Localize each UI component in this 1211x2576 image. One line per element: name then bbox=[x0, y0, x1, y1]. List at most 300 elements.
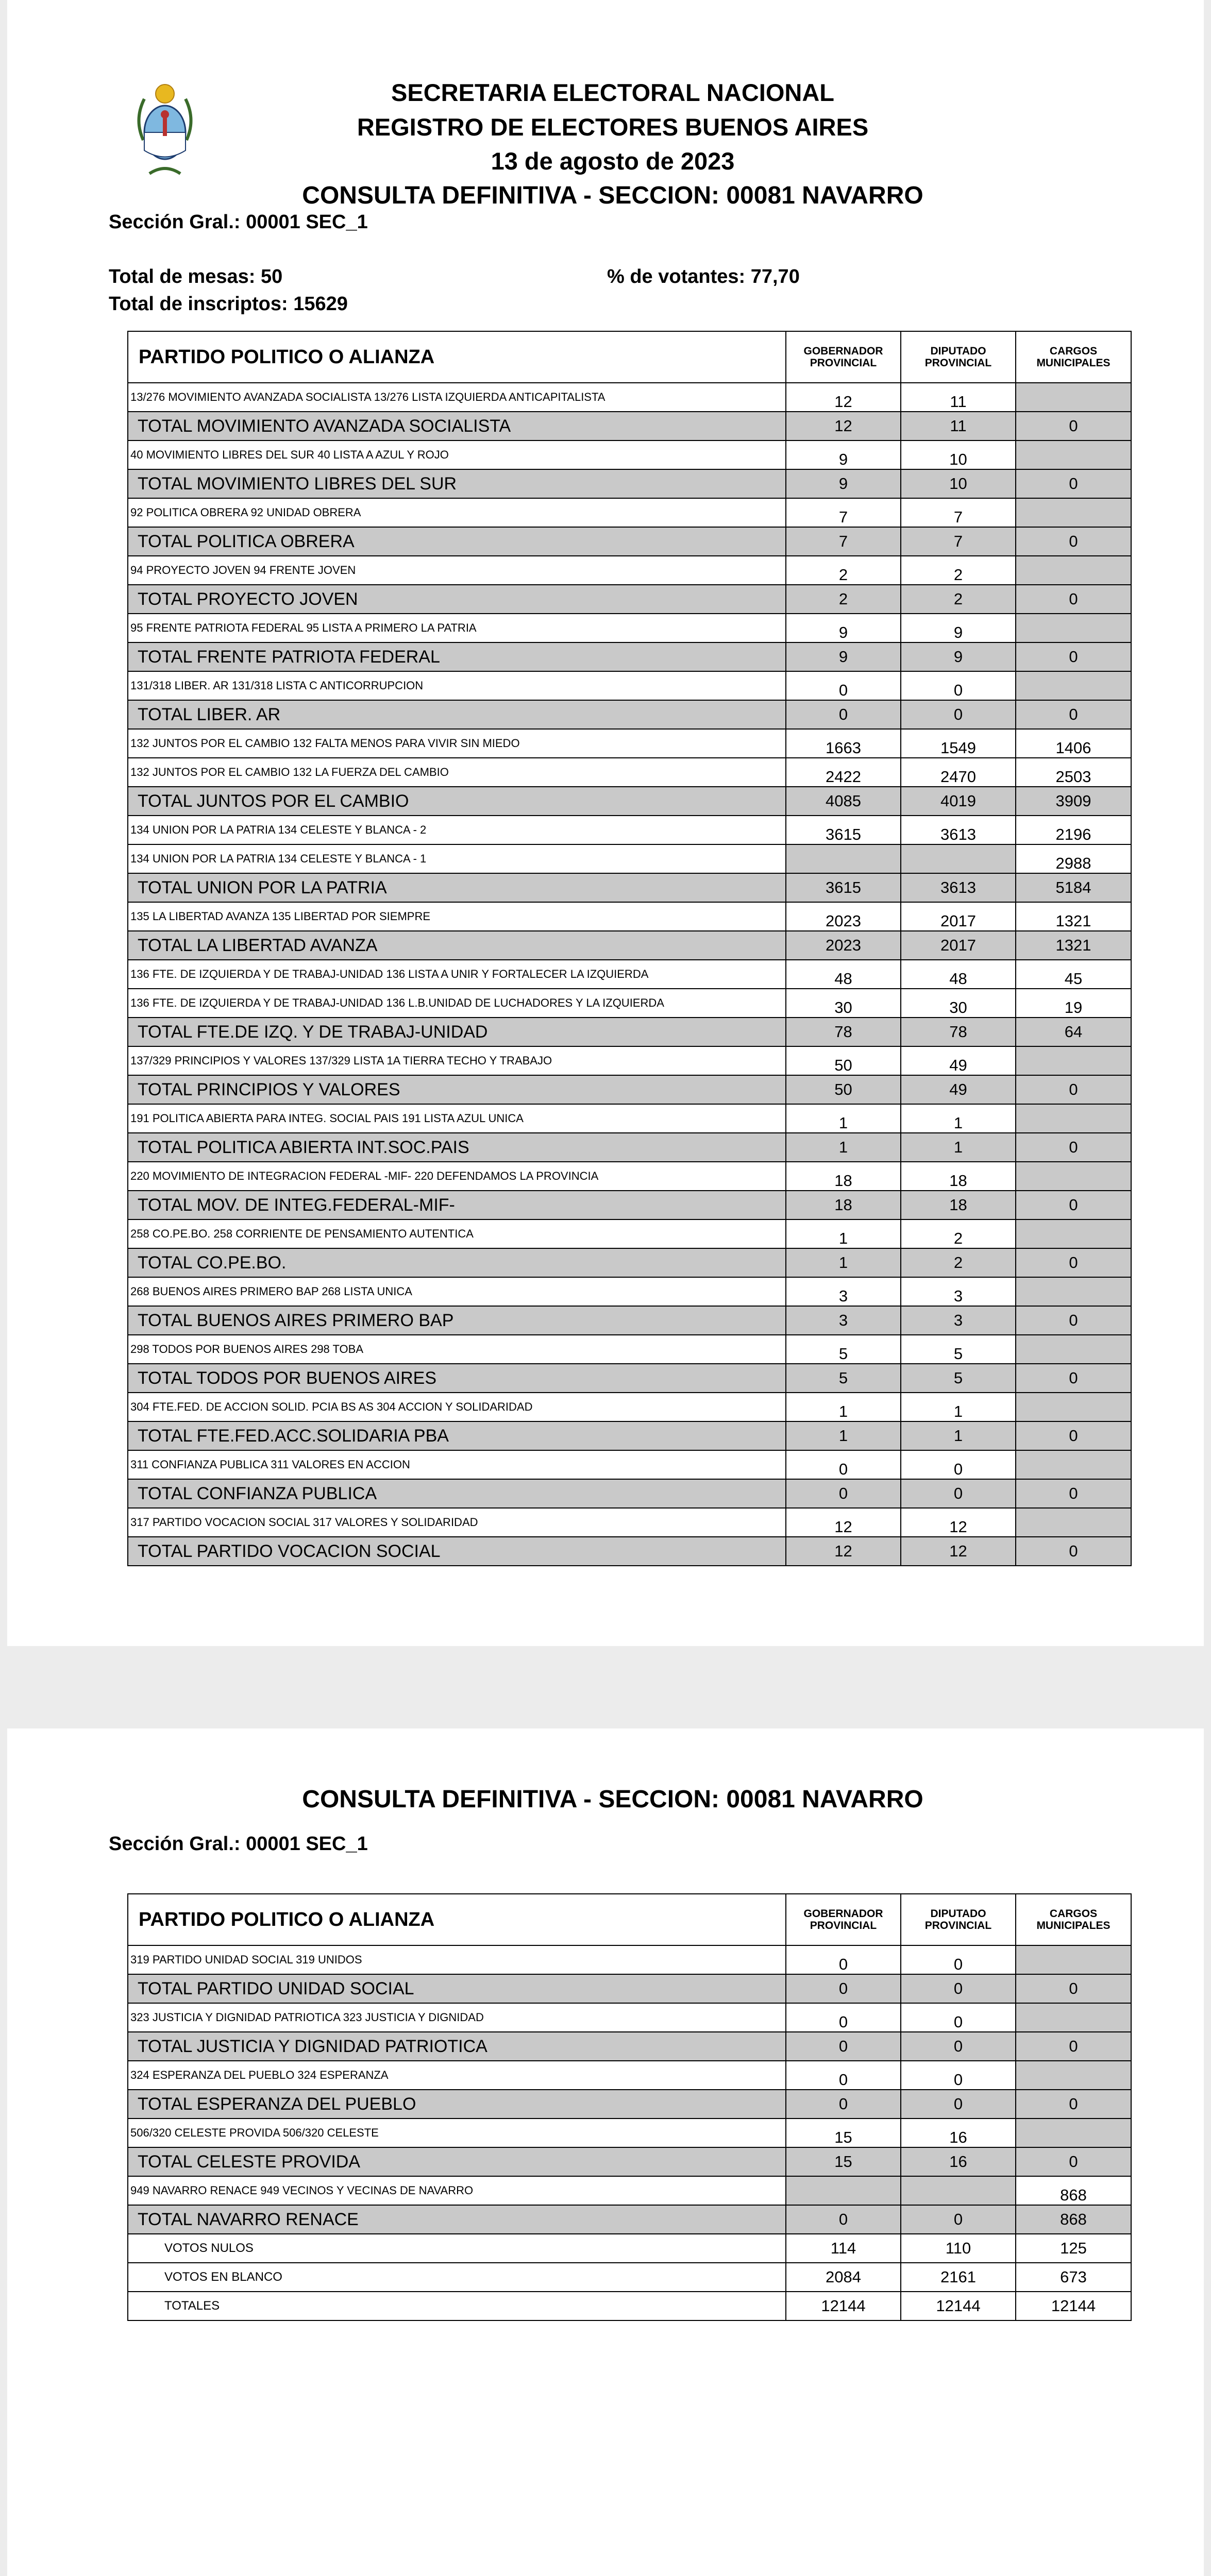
gobernador-value: 3615 bbox=[786, 873, 901, 902]
header-title: SECRETARIA ELECTORAL NACIONAL bbox=[391, 79, 834, 106]
gobernador-value: 114 bbox=[786, 2234, 901, 2263]
diputado-value: 0 bbox=[901, 1974, 1016, 2003]
cargos-value bbox=[1016, 556, 1131, 585]
cargos-value: 0 bbox=[1016, 585, 1131, 614]
cargos-value: 19 bbox=[1016, 989, 1131, 1018]
gobernador-value: 3 bbox=[786, 1277, 901, 1306]
gobernador-column-header bbox=[786, 331, 901, 383]
party-name-cell: TOTAL POLITICA ABIERTA INT.SOC.PAIS bbox=[128, 1133, 786, 1162]
list-row bbox=[128, 556, 1131, 585]
list-row bbox=[128, 1393, 1131, 1421]
cargos-value: 0 bbox=[1016, 1479, 1131, 1508]
list-row bbox=[128, 2176, 1131, 2205]
cargos-value bbox=[1016, 1277, 1131, 1306]
party-total-row bbox=[128, 1248, 1131, 1277]
party-name-cell: TOTAL CO.PE.BO. bbox=[128, 1248, 786, 1277]
party-name-cell: TOTAL FTE.FED.ACC.SOLIDARIA PBA bbox=[128, 1421, 786, 1450]
gobernador-value: 12 bbox=[786, 412, 901, 440]
list-row bbox=[128, 1335, 1131, 1364]
party-name-cell: TOTAL FTE.DE IZQ. Y DE TRABAJ-UNIDAD bbox=[128, 1018, 786, 1046]
party-name-cell: 317 PARTIDO VOCACION SOCIAL 317 VALORES Y SOLIDARIDAD bbox=[128, 1508, 786, 1537]
diputado-value: 1 bbox=[901, 1421, 1016, 1450]
party-name-cell: TOTAL BUENOS AIRES PRIMERO BAP bbox=[128, 1306, 786, 1335]
party-name-cell: TOTAL NAVARRO RENACE bbox=[128, 2205, 786, 2234]
diputado-value: 2017 bbox=[901, 902, 1016, 931]
gobernador-header-line2: PROVINCIAL bbox=[810, 1920, 877, 1931]
cargos-value: 868 bbox=[1016, 2176, 1131, 2205]
party-name-cell: 319 PARTIDO UNIDAD SOCIAL 319 UNIDOS bbox=[128, 1945, 786, 1974]
gobernador-value: 5 bbox=[786, 1335, 901, 1364]
list-row bbox=[128, 671, 1131, 700]
gobernador-value: 0 bbox=[786, 1450, 901, 1479]
party-name-cell: TOTAL ESPERANZA DEL PUEBLO bbox=[128, 2090, 786, 2119]
gobernador-value: 2023 bbox=[786, 902, 901, 931]
gobernador-value: 1 bbox=[786, 1393, 901, 1421]
gobernador-value: 0 bbox=[786, 1974, 901, 2003]
gobernador-value: 1663 bbox=[786, 729, 901, 758]
gobernador-value: 12 bbox=[786, 383, 901, 412]
party-total-row bbox=[128, 1537, 1131, 1566]
gobernador-value: 9 bbox=[786, 469, 901, 498]
party-total-row bbox=[128, 1364, 1131, 1393]
gobernador-value: 9 bbox=[786, 614, 901, 642]
list-row bbox=[128, 758, 1131, 787]
list-row bbox=[128, 1277, 1131, 1306]
gobernador-value: 2422 bbox=[786, 758, 901, 787]
list-row bbox=[128, 440, 1131, 469]
party-name-cell: 268 BUENOS AIRES PRIMERO BAP 268 LISTA UNICA bbox=[128, 1277, 786, 1306]
cargos-value bbox=[1016, 614, 1131, 642]
party-total-row bbox=[128, 2032, 1131, 2061]
gobernador-header-line1: GOBERNADOR bbox=[803, 345, 883, 357]
cargos-value bbox=[1016, 2061, 1131, 2090]
seccion-gral-page2: Sección Gral.: 00001 SEC_1 bbox=[109, 1833, 368, 1855]
party-total-row bbox=[128, 469, 1131, 498]
diputado-value: 48 bbox=[901, 960, 1016, 989]
page-1 bbox=[7, 0, 1204, 1646]
gobernador-value: 7 bbox=[786, 498, 901, 527]
party-name-cell: TOTAL PRINCIPIOS Y VALORES bbox=[128, 1075, 786, 1104]
cargos-value bbox=[1016, 1046, 1131, 1075]
gobernador-value: 0 bbox=[786, 2090, 901, 2119]
diputado-value: 3 bbox=[901, 1277, 1016, 1306]
gobernador-value: 50 bbox=[786, 1046, 901, 1075]
list-row bbox=[128, 1945, 1131, 1974]
cargos-value: 0 bbox=[1016, 1364, 1131, 1393]
cargos-value bbox=[1016, 2119, 1131, 2147]
party-total-row bbox=[128, 1018, 1131, 1046]
gobernador-value: 15 bbox=[786, 2147, 901, 2176]
cargos-value: 0 bbox=[1016, 2032, 1131, 2061]
table-header-row bbox=[128, 1894, 1131, 1945]
cargos-column-header bbox=[1016, 331, 1131, 383]
party-total-row bbox=[128, 1191, 1131, 1219]
gobernador-value bbox=[786, 844, 901, 873]
gobernador-value: 1 bbox=[786, 1219, 901, 1248]
page-2 bbox=[7, 1728, 1204, 2576]
list-row bbox=[128, 960, 1131, 989]
gobernador-value: 3615 bbox=[786, 816, 901, 844]
diputado-value: 2 bbox=[901, 585, 1016, 614]
diputado-value: 49 bbox=[901, 1046, 1016, 1075]
diputado-value: 0 bbox=[901, 700, 1016, 729]
party-total-row bbox=[128, 873, 1131, 902]
party-name-cell: 132 JUNTOS POR EL CAMBIO 132 LA FUERZA DEL CAMBIO bbox=[128, 758, 786, 787]
gobernador-value: 15 bbox=[786, 2119, 901, 2147]
party-name-cell: TOTAL POLITICA OBRERA bbox=[128, 527, 786, 556]
list-row bbox=[128, 1219, 1131, 1248]
diputado-value: 78 bbox=[901, 1018, 1016, 1046]
diputado-value: 0 bbox=[901, 2003, 1016, 2032]
diputado-value: 2017 bbox=[901, 931, 1016, 960]
party-name-cell: 136 FTE. DE IZQUIERDA Y DE TRABAJ-UNIDAD 136 L.B.UNIDAD DE LUCHADORES Y LA IZQUIERDA bbox=[128, 989, 786, 1018]
gobernador-value: 1 bbox=[786, 1421, 901, 1450]
cargos-value bbox=[1016, 1104, 1131, 1133]
cargos-value: 0 bbox=[1016, 1974, 1131, 2003]
diputado-value: 110 bbox=[901, 2234, 1016, 2263]
cargos-value: 0 bbox=[1016, 2147, 1131, 2176]
summary-row bbox=[128, 2292, 1131, 2320]
party-total-row bbox=[128, 787, 1131, 816]
cargos-value: 0 bbox=[1016, 1133, 1131, 1162]
diputado-value: 2 bbox=[901, 556, 1016, 585]
party-total-row bbox=[128, 527, 1131, 556]
diputado-value bbox=[901, 844, 1016, 873]
cargos-value bbox=[1016, 1450, 1131, 1479]
gobernador-value: 1 bbox=[786, 1133, 901, 1162]
cargos-value bbox=[1016, 1393, 1131, 1421]
diputado-value: 0 bbox=[901, 671, 1016, 700]
cargos-value: 868 bbox=[1016, 2205, 1131, 2234]
party-name-cell: TOTAL LA LIBERTAD AVANZA bbox=[128, 931, 786, 960]
diputado-value: 1 bbox=[901, 1104, 1016, 1133]
diputado-value: 9 bbox=[901, 614, 1016, 642]
party-name-cell: 324 ESPERANZA DEL PUEBLO 324 ESPERANZA bbox=[128, 2061, 786, 2090]
diputado-value: 12144 bbox=[901, 2292, 1016, 2320]
diputado-value: 2470 bbox=[901, 758, 1016, 787]
party-total-row bbox=[128, 700, 1131, 729]
cargos-header-line2: MUNICIPALES bbox=[1036, 1920, 1111, 1931]
party-name-cell: TOTAL PARTIDO VOCACION SOCIAL bbox=[128, 1537, 786, 1566]
cargos-value: 0 bbox=[1016, 1075, 1131, 1104]
list-row bbox=[128, 2003, 1131, 2032]
cargos-value: 12144 bbox=[1016, 2292, 1131, 2320]
party-name-cell: 132 JUNTOS POR EL CAMBIO 132 FALTA MENOS PARA VIVIR SIN MIEDO bbox=[128, 729, 786, 758]
gobernador-value: 0 bbox=[786, 2061, 901, 2090]
cargos-value: 0 bbox=[1016, 642, 1131, 671]
cargos-header-line1: CARGOS bbox=[1049, 1908, 1098, 1920]
cargos-value: 0 bbox=[1016, 1248, 1131, 1277]
party-total-row bbox=[128, 1421, 1131, 1450]
diputado-value: 49 bbox=[901, 1075, 1016, 1104]
party-name-cell: TOTAL PARTIDO UNIDAD SOCIAL bbox=[128, 1974, 786, 2003]
cargos-value bbox=[1016, 1335, 1131, 1364]
cargos-value: 3909 bbox=[1016, 787, 1131, 816]
diputado-value bbox=[901, 2176, 1016, 2205]
diputado-value: 0 bbox=[901, 1945, 1016, 1974]
diputado-value: 4019 bbox=[901, 787, 1016, 816]
list-row bbox=[128, 1104, 1131, 1133]
cargos-value: 0 bbox=[1016, 1537, 1131, 1566]
party-total-row bbox=[128, 2205, 1131, 2234]
diputado-value: 0 bbox=[901, 2090, 1016, 2119]
cargos-header-line2: MUNICIPALES bbox=[1036, 357, 1111, 369]
cargos-value: 0 bbox=[1016, 412, 1131, 440]
gobernador-value: 18 bbox=[786, 1191, 901, 1219]
party-name-cell: TOTAL MOV. DE INTEG.FEDERAL-MIF- bbox=[128, 1191, 786, 1219]
party-name-cell: TOTAL TODOS POR BUENOS AIRES bbox=[128, 1364, 786, 1393]
gobernador-value bbox=[786, 2176, 901, 2205]
diputado-value: 16 bbox=[901, 2119, 1016, 2147]
diputado-value: 1 bbox=[901, 1133, 1016, 1162]
gobernador-value: 0 bbox=[786, 2003, 901, 2032]
party-name-cell: TOTAL JUSTICIA Y DIGNIDAD PATRIOTICA bbox=[128, 2032, 786, 2061]
party-name-cell: 134 UNION POR LA PATRIA 134 CELESTE Y BLANCA - 1 bbox=[128, 844, 786, 873]
consulta-title: CONSULTA DEFINITIVA - SECCION: 00081 NAVARRO bbox=[302, 182, 923, 209]
gobernador-value: 2084 bbox=[786, 2263, 901, 2292]
diputado-column-header bbox=[901, 1894, 1016, 1945]
diputado-column-header bbox=[901, 331, 1016, 383]
cargos-value: 0 bbox=[1016, 469, 1131, 498]
list-row bbox=[128, 2119, 1131, 2147]
gobernador-value: 12 bbox=[786, 1537, 901, 1566]
party-name-cell: TOTAL MOVIMIENTO LIBRES DEL SUR bbox=[128, 469, 786, 498]
party-name-cell: 92 POLITICA OBRERA 92 UNIDAD OBRERA bbox=[128, 498, 786, 527]
diputado-value: 0 bbox=[901, 1450, 1016, 1479]
party-total-row bbox=[128, 2090, 1131, 2119]
gobernador-value: 1 bbox=[786, 1104, 901, 1133]
gobernador-value: 0 bbox=[786, 2205, 901, 2234]
cargos-value bbox=[1016, 671, 1131, 700]
list-row bbox=[128, 816, 1131, 844]
party-name-cell: TOTAL JUNTOS POR EL CAMBIO bbox=[128, 787, 786, 816]
diputado-value: 12 bbox=[901, 1508, 1016, 1537]
table-header-row bbox=[128, 331, 1131, 383]
gobernador-header-line1: GOBERNADOR bbox=[803, 1908, 883, 1920]
diputado-value: 11 bbox=[901, 383, 1016, 412]
diputado-value: 0 bbox=[901, 2032, 1016, 2061]
party-name-cell: 94 PROYECTO JOVEN 94 FRENTE JOVEN bbox=[128, 556, 786, 585]
party-total-row bbox=[128, 1479, 1131, 1508]
diputado-value: 0 bbox=[901, 2205, 1016, 2234]
diputado-value: 9 bbox=[901, 642, 1016, 671]
list-row bbox=[128, 614, 1131, 642]
cargos-value: 0 bbox=[1016, 1306, 1131, 1335]
gobernador-value: 1 bbox=[786, 1248, 901, 1277]
list-row bbox=[128, 498, 1131, 527]
header-date: 13 de agosto de 2023 bbox=[491, 147, 735, 175]
diputado-value: 0 bbox=[901, 1479, 1016, 1508]
total-inscriptos: Total de inscriptos: 15629 bbox=[109, 293, 348, 315]
party-total-row bbox=[128, 642, 1131, 671]
cargos-column-header bbox=[1016, 1894, 1131, 1945]
party-name-cell: 298 TODOS POR BUENOS AIRES 298 TOBA bbox=[128, 1335, 786, 1364]
results-table-body-page2 bbox=[128, 1945, 1131, 2320]
cargos-value: 673 bbox=[1016, 2263, 1131, 2292]
gobernador-value: 12144 bbox=[786, 2292, 901, 2320]
diputado-value: 7 bbox=[901, 498, 1016, 527]
list-row bbox=[128, 1162, 1131, 1191]
party-name-cell: 311 CONFIANZA PUBLICA 311 VALORES EN ACCION bbox=[128, 1450, 786, 1479]
gobernador-value: 3 bbox=[786, 1306, 901, 1335]
cargos-value: 64 bbox=[1016, 1018, 1131, 1046]
party-column-header: PARTIDO POLITICO O ALIANZA bbox=[128, 1894, 786, 1945]
party-total-row bbox=[128, 2147, 1131, 2176]
list-row bbox=[128, 729, 1131, 758]
party-name-cell: 949 NAVARRO RENACE 949 VECINOS Y VECINAS DE NAVARRO bbox=[128, 2176, 786, 2205]
summary-row bbox=[128, 2263, 1131, 2292]
list-row bbox=[128, 989, 1131, 1018]
gobernador-value: 0 bbox=[786, 671, 901, 700]
cargos-value: 5184 bbox=[1016, 873, 1131, 902]
gobernador-value: 9 bbox=[786, 440, 901, 469]
cargos-value bbox=[1016, 498, 1131, 527]
gobernador-value: 0 bbox=[786, 2032, 901, 2061]
party-name-cell: TOTALES bbox=[128, 2292, 786, 2320]
cargos-value: 0 bbox=[1016, 700, 1131, 729]
diputado-value: 2 bbox=[901, 1248, 1016, 1277]
gobernador-value: 2 bbox=[786, 585, 901, 614]
gobernador-value: 0 bbox=[786, 1479, 901, 1508]
diputado-header-line2: PROVINCIAL bbox=[924, 357, 992, 369]
diputado-value: 16 bbox=[901, 2147, 1016, 2176]
list-row bbox=[128, 383, 1131, 412]
cargos-value bbox=[1016, 1219, 1131, 1248]
seccion-gral: Sección Gral.: 00001 SEC_1 bbox=[109, 211, 368, 233]
cargos-value: 125 bbox=[1016, 2234, 1131, 2263]
consulta-title-page2: CONSULTA DEFINITIVA - SECCION: 00081 NAVARRO bbox=[302, 1786, 923, 1813]
party-name-cell: 134 UNION POR LA PATRIA 134 CELESTE Y BLANCA - 2 bbox=[128, 816, 786, 844]
cargos-value: 0 bbox=[1016, 1421, 1131, 1450]
diputado-value: 2161 bbox=[901, 2263, 1016, 2292]
party-name-cell: TOTAL PROYECTO JOVEN bbox=[128, 585, 786, 614]
cargos-value: 2196 bbox=[1016, 816, 1131, 844]
diputado-header-line1: DIPUTADO bbox=[930, 345, 986, 357]
gobernador-value: 5 bbox=[786, 1364, 901, 1393]
diputado-value: 3 bbox=[901, 1306, 1016, 1335]
cargos-value bbox=[1016, 1945, 1131, 1974]
party-name-cell: 304 FTE.FED. DE ACCION SOLID. PCIA BS AS 304 ACCION Y SOLIDARIDAD bbox=[128, 1393, 786, 1421]
header-subtitle: REGISTRO DE ELECTORES BUENOS AIRES bbox=[357, 113, 869, 141]
party-total-row bbox=[128, 1974, 1131, 2003]
diputado-value: 7 bbox=[901, 527, 1016, 556]
cargos-value: 1321 bbox=[1016, 931, 1131, 960]
gobernador-value: 2023 bbox=[786, 931, 901, 960]
diputado-value: 0 bbox=[901, 2061, 1016, 2090]
gobernador-value: 12 bbox=[786, 1508, 901, 1537]
gobernador-value: 9 bbox=[786, 642, 901, 671]
party-name-cell: 13/276 MOVIMIENTO AVANZADA SOCIALISTA 13/276 LISTA IZQUIERDA ANTICAPITALISTA bbox=[128, 383, 786, 412]
diputado-value: 18 bbox=[901, 1191, 1016, 1219]
party-name-cell: 506/320 CELESTE PROVIDA 506/320 CELESTE bbox=[128, 2119, 786, 2147]
party-total-row bbox=[128, 1075, 1131, 1104]
gobernador-value: 4085 bbox=[786, 787, 901, 816]
diputado-value: 3613 bbox=[901, 873, 1016, 902]
party-name-cell: 137/329 PRINCIPIOS Y VALORES 137/329 LISTA 1A TIERRA TECHO Y TRABAJO bbox=[128, 1046, 786, 1075]
party-name-cell: 258 CO.PE.BO. 258 CORRIENTE DE PENSAMIENTO AUTENTICA bbox=[128, 1219, 786, 1248]
party-total-row bbox=[128, 1306, 1131, 1335]
diputado-value: 10 bbox=[901, 469, 1016, 498]
party-name-cell: 136 FTE. DE IZQUIERDA Y DE TRABAJ-UNIDAD 136 LISTA A UNIR Y FORTALECER LA IZQUIERDA bbox=[128, 960, 786, 989]
party-name-cell: 40 MOVIMIENTO LIBRES DEL SUR 40 LISTA A AZUL Y ROJO bbox=[128, 440, 786, 469]
diputado-header-line1: DIPUTADO bbox=[930, 1908, 986, 1920]
diputado-value: 5 bbox=[901, 1335, 1016, 1364]
total-mesas: Total de mesas: 50 bbox=[109, 266, 283, 287]
cargos-value: 2988 bbox=[1016, 844, 1131, 873]
party-name-cell: TOTAL CELESTE PROVIDA bbox=[128, 2147, 786, 2176]
party-name-cell: 191 POLITICA ABIERTA PARA INTEG. SOCIAL PAIS 191 LISTA AZUL UNICA bbox=[128, 1104, 786, 1133]
diputado-value: 18 bbox=[901, 1162, 1016, 1191]
diputado-value: 30 bbox=[901, 989, 1016, 1018]
cargos-value bbox=[1016, 1162, 1131, 1191]
pct-votantes: % de votantes: 77,70 bbox=[607, 266, 800, 287]
party-column-header: PARTIDO POLITICO O ALIANZA bbox=[128, 331, 786, 383]
party-name-cell: TOTAL LIBER. AR bbox=[128, 700, 786, 729]
gobernador-value: 48 bbox=[786, 960, 901, 989]
results-table-page2 bbox=[127, 1893, 1132, 2321]
party-name-cell: TOTAL MOVIMIENTO AVANZADA SOCIALISTA bbox=[128, 412, 786, 440]
gobernador-value: 50 bbox=[786, 1075, 901, 1104]
cargos-value bbox=[1016, 440, 1131, 469]
cargos-value bbox=[1016, 383, 1131, 412]
cargos-value: 1321 bbox=[1016, 902, 1131, 931]
party-name-cell: TOTAL CONFIANZA PUBLICA bbox=[128, 1479, 786, 1508]
party-name-cell: VOTOS EN BLANCO bbox=[128, 2263, 786, 2292]
diputado-value: 3613 bbox=[901, 816, 1016, 844]
gobernador-value: 0 bbox=[786, 700, 901, 729]
cargos-value: 45 bbox=[1016, 960, 1131, 989]
diputado-value: 10 bbox=[901, 440, 1016, 469]
cargos-value bbox=[1016, 1508, 1131, 1537]
gobernador-value: 2 bbox=[786, 556, 901, 585]
cargos-value: 0 bbox=[1016, 1191, 1131, 1219]
cargos-value bbox=[1016, 2003, 1131, 2032]
list-row bbox=[128, 2061, 1131, 2090]
party-name-cell: VOTOS NULOS bbox=[128, 2234, 786, 2263]
cargos-value: 0 bbox=[1016, 2090, 1131, 2119]
party-name-cell: 135 LA LIBERTAD AVANZA 135 LIBERTAD POR SIEMPRE bbox=[128, 902, 786, 931]
gobernador-header-line2: PROVINCIAL bbox=[810, 357, 877, 369]
diputado-value: 1549 bbox=[901, 729, 1016, 758]
gobernador-value: 18 bbox=[786, 1162, 901, 1191]
diputado-value: 2 bbox=[901, 1219, 1016, 1248]
party-name-cell: 95 FRENTE PATRIOTA FEDERAL 95 LISTA A PRIMERO LA PATRIA bbox=[128, 614, 786, 642]
cargos-value: 1406 bbox=[1016, 729, 1131, 758]
cargos-header-line1: CARGOS bbox=[1049, 345, 1098, 357]
list-row bbox=[128, 1046, 1131, 1075]
diputado-value: 11 bbox=[901, 412, 1016, 440]
gobernador-value: 7 bbox=[786, 527, 901, 556]
party-name-cell: TOTAL FRENTE PATRIOTA FEDERAL bbox=[128, 642, 786, 671]
diputado-value: 12 bbox=[901, 1537, 1016, 1566]
party-name-cell: TOTAL UNION POR LA PATRIA bbox=[128, 873, 786, 902]
list-row bbox=[128, 1508, 1131, 1537]
party-total-row bbox=[128, 931, 1131, 960]
diputado-value: 5 bbox=[901, 1364, 1016, 1393]
list-row bbox=[128, 902, 1131, 931]
results-table-body bbox=[128, 383, 1131, 1566]
party-total-row bbox=[128, 412, 1131, 440]
list-row bbox=[128, 1450, 1131, 1479]
party-name-cell: 220 MOVIMIENTO DE INTEGRACION FEDERAL -MIF- 220 DEFENDAMOS LA PROVINCIA bbox=[128, 1162, 786, 1191]
gobernador-value: 78 bbox=[786, 1018, 901, 1046]
cargos-value: 0 bbox=[1016, 527, 1131, 556]
party-total-row bbox=[128, 585, 1131, 614]
gobernador-value: 30 bbox=[786, 989, 901, 1018]
gobernador-value: 0 bbox=[786, 1945, 901, 1974]
list-row bbox=[128, 844, 1131, 873]
party-name-cell: 131/318 LIBER. AR 131/318 LISTA C ANTICORRUPCION bbox=[128, 671, 786, 700]
